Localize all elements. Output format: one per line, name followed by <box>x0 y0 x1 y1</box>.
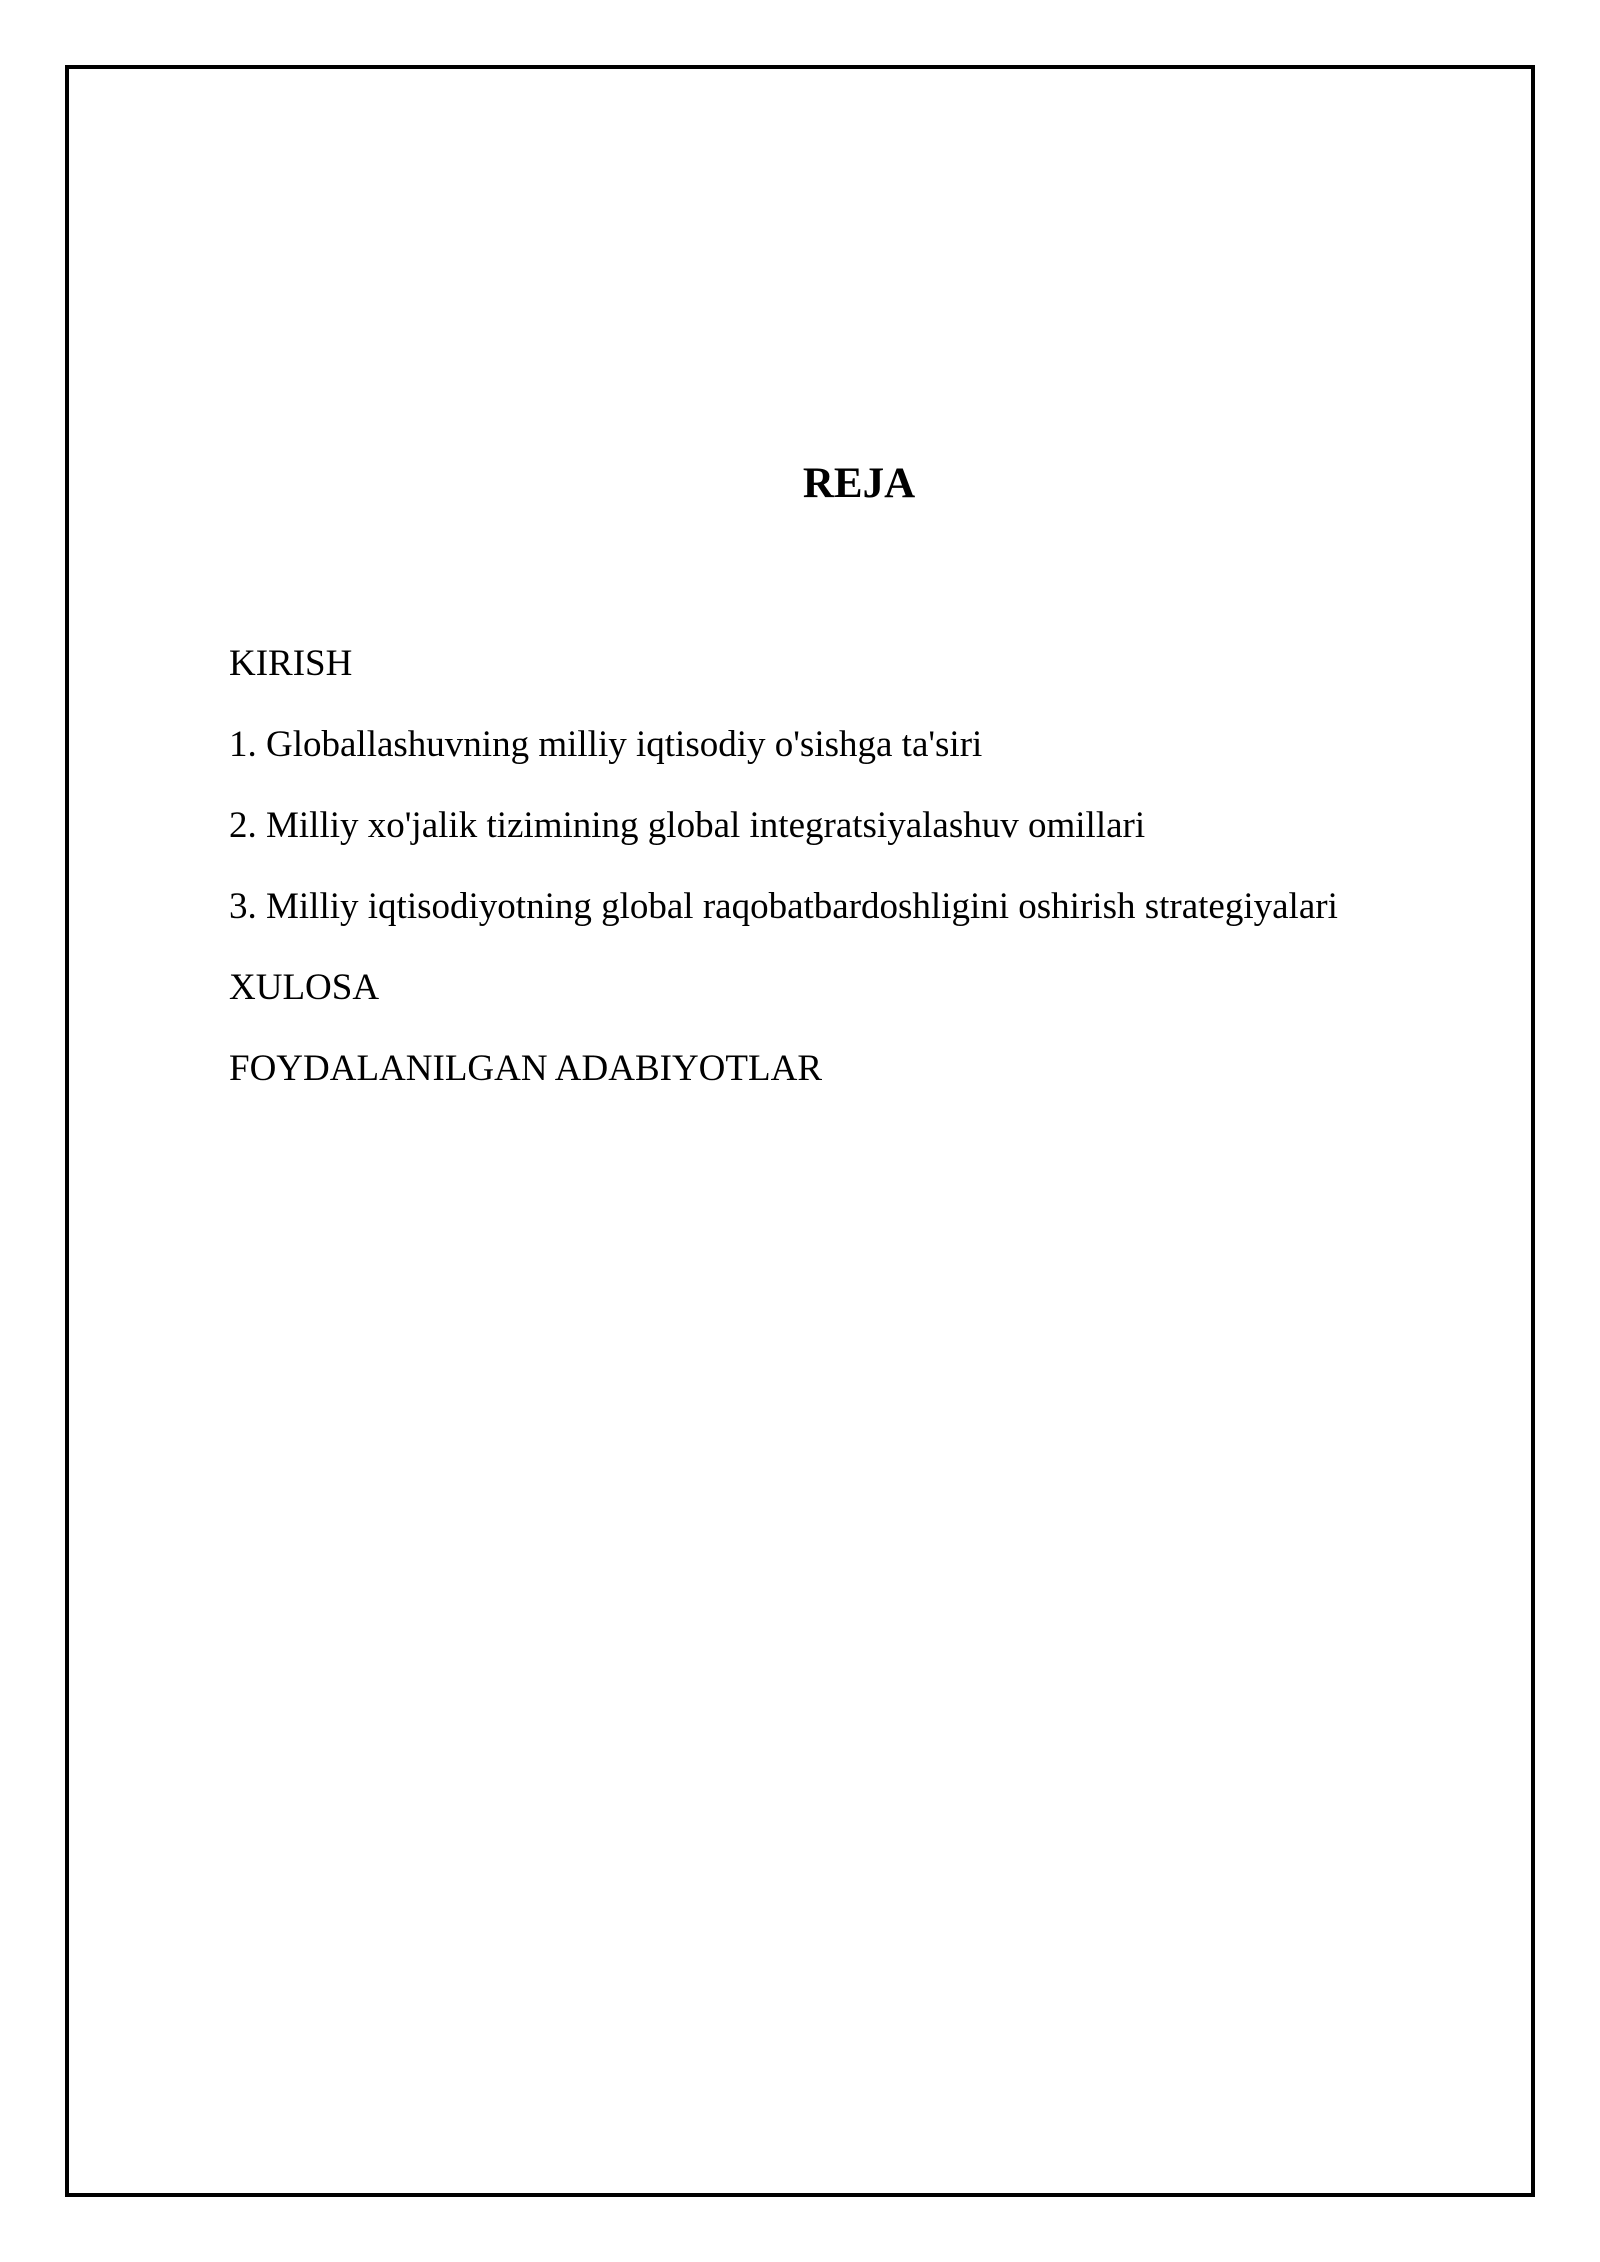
plan-item-chapter-1: 1. Globallashuvning milliy iqtisodiy o'sishga ta'siri <box>229 724 983 765</box>
plan-item-introduction: KIRISH <box>229 643 353 684</box>
plan-item-chapter-2: 2. Milliy xo'jalik tizimining global integratsiyalashuv omillari <box>229 805 1146 846</box>
page-border <box>65 65 1535 2197</box>
page-title: REJA <box>802 460 916 507</box>
plan-item-conclusion: XULOSA <box>229 967 380 1008</box>
plan-item-chapter-3: 3. Milliy iqtisodiyotning global raqobatbardoshligini oshirish strategiyalari <box>229 886 1338 927</box>
plan-list <box>229 640 1338 1126</box>
plan-item-references: FOYDALANILGAN ADABIYOTLAR <box>229 1048 822 1089</box>
